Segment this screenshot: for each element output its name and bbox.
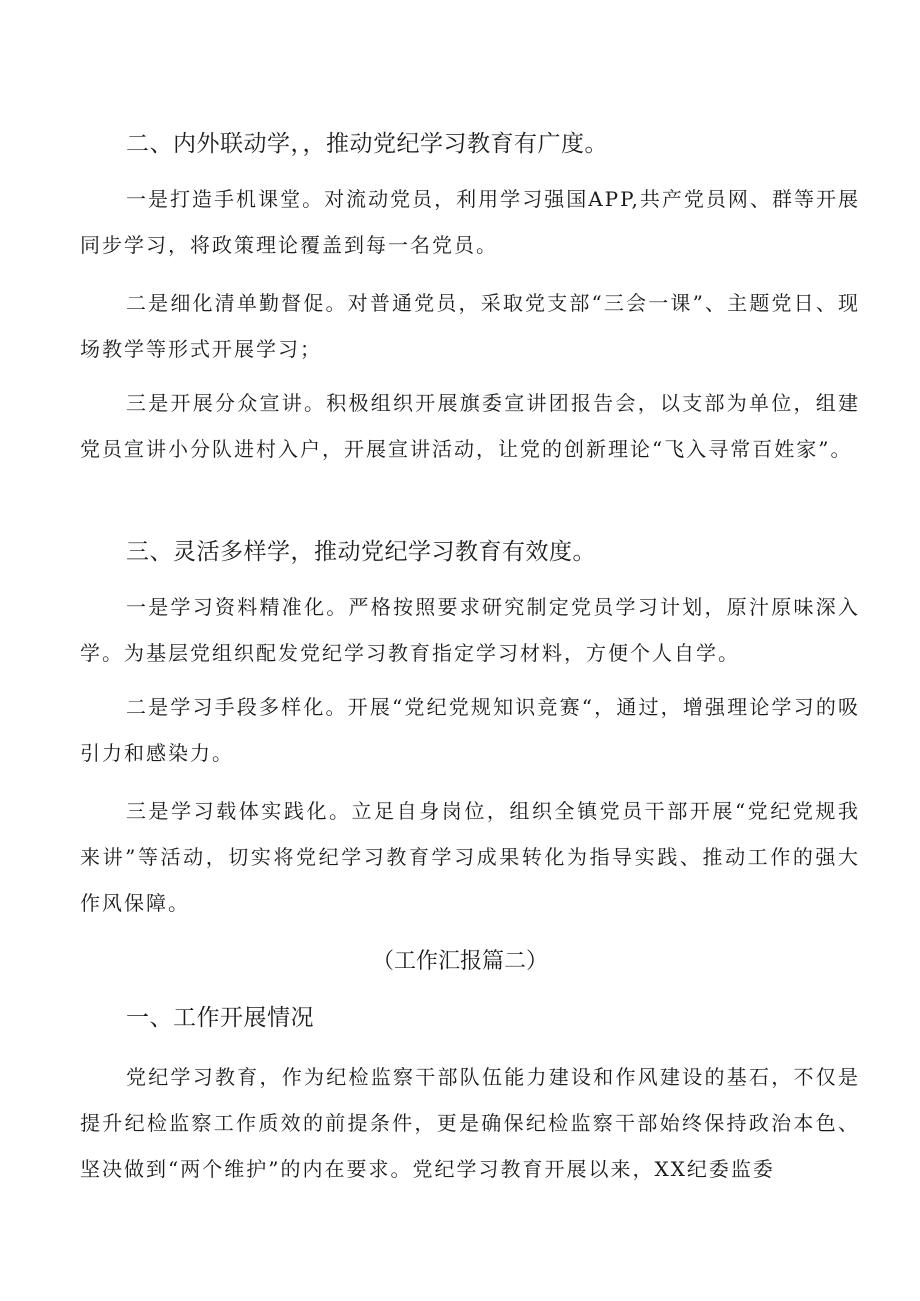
report-heading: 一、工作开展情况 [126, 1005, 314, 1031]
paragraph: 一是学习资料精准化。严格按照要求研究制定党员学习计划，原汁原味深入学。为基层党组织配发党纪学习教育指定学习材料，方便个人自学。 [80, 595, 860, 665]
paragraph: 三是开展分众宣讲。积极组织开展旗委宣讲团报告会，以支部为单位，组建党员宣讲小分队进村入户，开展宣讲活动，让党的创新理论“飞入寻常百姓家”。 [80, 391, 860, 461]
section-heading-2: 二、内外联动学，，推动党纪学习教育有广度。 [126, 131, 608, 157]
section-heading-3: 三、灵活多样学，推动党纪学习教育有效度。 [126, 539, 596, 565]
paragraph: 二是细化清单勤督促。对普通党员，采取党支部“三会一课”、主题党日、现场教学等形式开展学习； [80, 291, 860, 361]
report-title: （工作汇报篇二） [371, 949, 548, 974]
paragraph: 三是学习载体实践化。立足自身岗位，组织全镇党员干部开展“党纪党规我来讲”等活动，切实将党纪学习教育学习成果转化为指导实践、推动工作的强大作风保障。 [80, 799, 860, 915]
paragraph: 二是学习手段多样化。开展“党纪党规知识竞赛“，通过，增强理论学习的吸引力和感染力。 [80, 695, 860, 765]
paragraph: 一是打造手机课堂。对流动党员，利用学习强国APP,共产党员网、群等开展同步学习，将政策理论覆盖到每一名党员。 [80, 187, 860, 257]
paragraph: 党纪学习教育，作为纪检监察干部队伍能力建设和作风建设的基石，不仅是提升纪检监察工作质效的前提条件，更是确保纪检监察干部始终保持政治本色、坚决做到“两个维护”的内在要求。党纪学习教育开展以来，XX纪委监委 [80, 1065, 860, 1181]
